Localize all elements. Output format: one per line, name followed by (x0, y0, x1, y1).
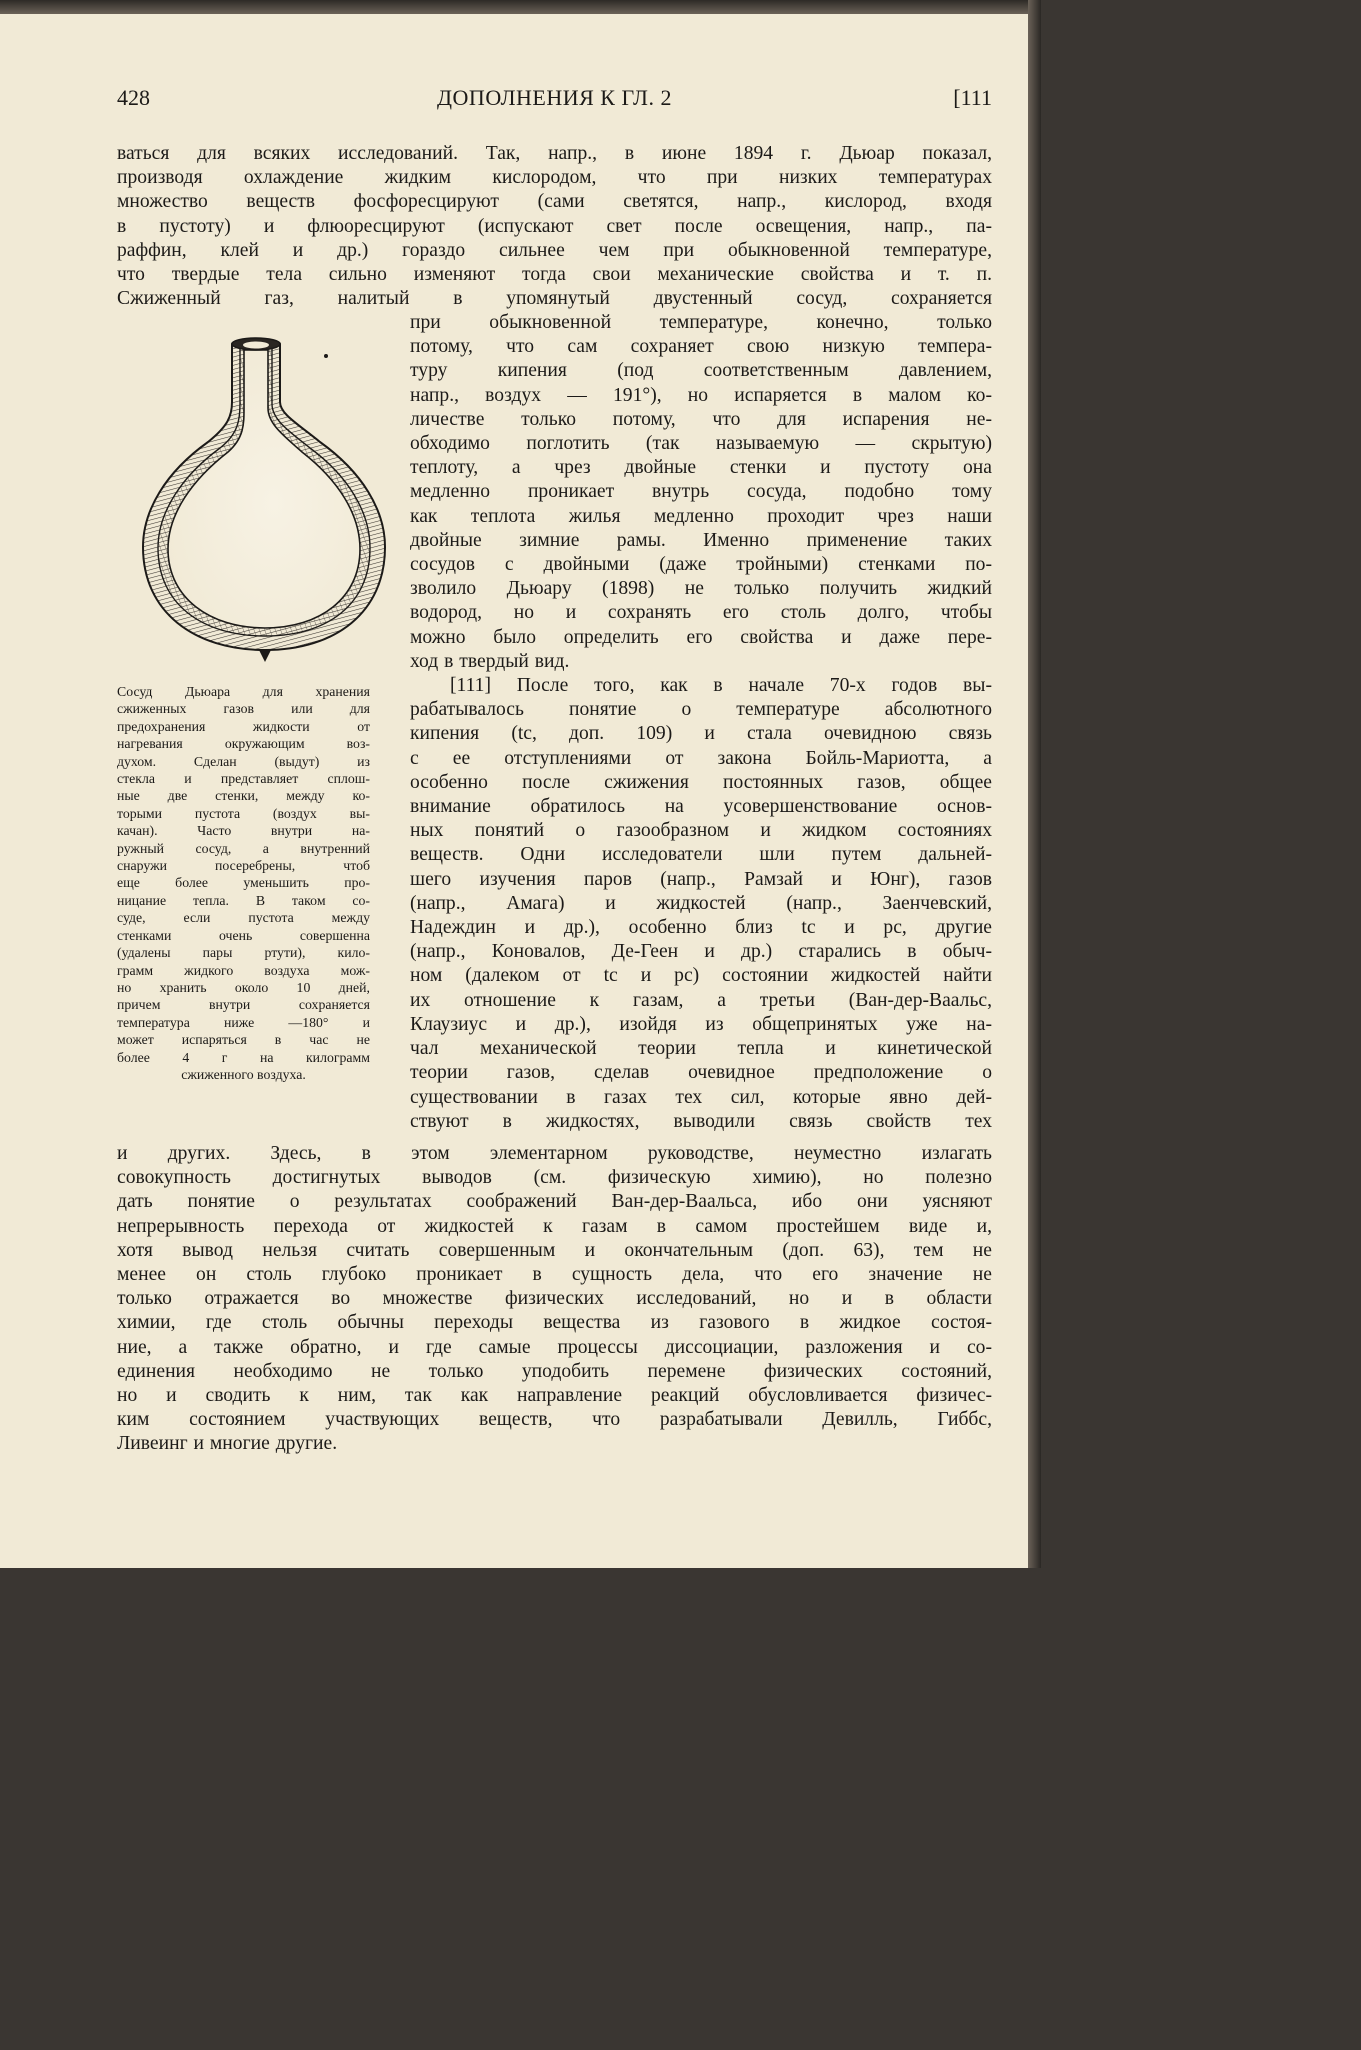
text-line: ном (далеком от tc и pc) состоянии жидкостей найти (410, 965, 992, 987)
right-paragraph-2 (410, 674, 992, 1134)
text-line: (напр., Коновалов, Де-Геен и др.) старались в обыч- (410, 941, 992, 963)
caption-line: сжиженного воздуха. (181, 1066, 306, 1082)
text-line: медленно проникает внутрь сосуда, подобно тому (410, 481, 992, 503)
caption-line: ружный сосуд, а внутренний (117, 840, 370, 856)
text-line: ствуют в жидкостях, выводили связь свойств тех (410, 1110, 992, 1132)
text-line: при обыкновенной температуре, конечно, только (410, 312, 992, 333)
text-line: (напр., Амага) и жидкостей (напр., Заенчевский, (410, 892, 992, 914)
text-line: ние, а также обратно, и где самые процессы диссоциации, разложения и со- (117, 1336, 992, 1358)
text-line: туру кипения (под соответственным давлением, (410, 360, 992, 382)
page-number: 428 (117, 85, 150, 110)
caption-line: ницание тепла. В таком со- (117, 892, 370, 908)
dewar-flask-icon (140, 332, 390, 667)
caption-line: температура ниже —180° и (117, 1014, 370, 1030)
caption-line: может испаряться в час не (117, 1032, 370, 1048)
text-line: как теплота жилья медленно проходит чрез наши (410, 505, 992, 527)
caption-line: более 4 г на килограмм (117, 1049, 370, 1065)
caption-line: причем внутри сохраняется (117, 997, 370, 1013)
text-line: непрерывность перехода от жидкостей к газам в самом простейшем виде и, (117, 1215, 992, 1237)
text-line: теории газов, сделав очевидное предположение о (410, 1062, 992, 1084)
text-line: раффин, клей и др.) гораздо сильнее чем при обыкновенной температуре, (117, 239, 992, 261)
right-column (410, 311, 992, 1134)
text-line: сосудов с двойными (даже тройными) стенками по- (410, 554, 992, 576)
section-marker: [111 (953, 85, 992, 110)
text-line: с ее отступлениями от закона Бойль-Мариотта, а (410, 747, 992, 769)
caption-line: торыми пустота (воздух вы- (117, 805, 370, 821)
text-line: потому, что сам сохраняет свою низкую темпера- (410, 336, 992, 358)
text-line: Клаузиус и др.), изойдя из общепринятых уже на- (410, 1013, 992, 1035)
text-line: напр., воздух — 191°), но испаряется в малом ко- (410, 384, 992, 406)
text-line: шего изучения паров (напр., Рамзай и Юнг), газов (410, 868, 992, 890)
caption-line: качан). Часто внутри на- (117, 823, 370, 839)
right-paragraph-1 (410, 311, 992, 674)
scan-right-border (1028, 0, 1041, 1568)
text-line: существовании в газах тех сил, которые явно дей- (410, 1086, 992, 1108)
text-line: дать понятие о результатах соображений Ван-дер-Ваальса, ибо они уясняют (117, 1191, 992, 1213)
text-line: водород, но и сохранять его столь долго, чтобы (410, 602, 992, 624)
text-line: веществ. Одни исследователи шли путем дальней- (410, 844, 992, 866)
text-line: и других. Здесь, в этом элементарном руководстве, неуместно излагать (117, 1143, 992, 1164)
text-line: внимание обратилось на усовершенствование основ- (410, 796, 992, 818)
text-line: но и сводить к ним, так как направление реакций обусловливается физичес- (117, 1385, 992, 1407)
caption-line: суде, если пустота между (117, 910, 370, 926)
text-line: Сжиженный газ, налитый в упомянутый двустенный сосуд, сохраняется (117, 288, 992, 310)
text-line: менее он столь глубоко проникает в сущность дела, что его значение не (117, 1264, 992, 1286)
text-line: [111] После того, как в начале 70-х годов вы- (450, 675, 992, 697)
running-header (117, 85, 992, 115)
text-line: особенно после сжижения постоянных газов, общее (410, 771, 992, 793)
caption-line: еще более уменьшить про- (117, 875, 370, 891)
text-line: производя охлаждение жидким кислородом, что при низких температурах (117, 167, 992, 189)
caption-line: снаружи посеребрены, чтоб (117, 858, 370, 874)
text-line: теплоту, а чрез двойные стенки и пустоту она (410, 457, 992, 479)
caption-line: предохранения жидкости от (117, 718, 370, 734)
caption-line: грамм жидкого воздуха мож- (117, 962, 370, 978)
text-line: ход в твердый вид. (410, 650, 570, 672)
text-line: обходимо поглотить (так называемую — скрытую) (410, 433, 992, 455)
caption-line: стенками очень совершенна (117, 927, 370, 943)
caption-line: нагревания окружающим воз- (117, 736, 370, 752)
text-line: ваться для всяких исследований. Так, напр., в июне 1894 г. Дьюар показал, (117, 143, 992, 164)
text-line: только отражается во множестве физических исследований, но и в области (117, 1288, 992, 1310)
dewar-flask-figure (140, 332, 390, 667)
bottom-paragraph (117, 1142, 992, 1457)
text-line: зволило Дьюару (1898) не только получить жидкий (410, 578, 992, 600)
text-line: ким состоянием участвующих веществ, что разрабатывали Девилль, Гиббс, (117, 1409, 992, 1431)
caption-line: но хранить около 10 дней, (117, 979, 370, 995)
top-paragraph (117, 142, 992, 311)
caption-line: духом. Сделан (выдут) из (117, 753, 370, 769)
text-line: единения необходимо не только уподобить перемене физических состояний, (117, 1360, 992, 1382)
text-line: множество веществ фосфоресцируют (сами светятся, напр., кислород, входя (117, 191, 992, 213)
text-line: хотя вывод нельзя считать совершенным и окончательным (доп. 63), тем не (117, 1239, 992, 1261)
text-line: Надеждин и др.), особенно близ tc и pc, другие (410, 917, 992, 939)
text-line: Ливеинг и многие другие. (117, 1433, 338, 1455)
caption-line: Сосуд Дьюара для хранения (117, 684, 370, 699)
text-line: ных понятий о газообразном и жидком состояниях (410, 820, 992, 842)
caption-line: ные две стенки, между ко- (117, 788, 370, 804)
text-line: в пустоту) и флюоресцируют (испускают свет после освещения, напр., па- (117, 215, 992, 237)
text-line: можно было определить его свойства и даже пере- (410, 626, 992, 648)
running-title: ДОПОЛНЕНИЯ К ГЛ. 2 (437, 85, 672, 110)
text-line: химии, где столь обычны переходы вещества из газового в жидкое состоя- (117, 1312, 992, 1334)
text-line: личестве только потому, что для испарения не- (410, 408, 992, 430)
text-line: двойные зимние рамы. Именно применение таких (410, 529, 992, 551)
caption-line: (удалены пары ртути), кило- (117, 945, 370, 961)
text-line: совокупность достигнутых выводов (см. физическую химию), но полезно (117, 1167, 992, 1189)
text-line: чал механической теории тепла и кинетической (410, 1038, 992, 1060)
figure-caption (117, 683, 370, 1083)
scan-top-border (0, 0, 1041, 14)
caption-line: сжиженных газов или для (117, 701, 370, 717)
text-line: что твердые тела сильно изменяют тогда свои механические свойства и т. п. (117, 264, 992, 286)
caption-line: стекла и представляет сплош- (117, 771, 370, 787)
text-line: их отношение к газам, а третьи (Ван-дер-Ваальс, (410, 989, 992, 1011)
text-line: кипения (tc, доп. 109) и стала очевидною связь (410, 723, 992, 745)
text-line: рабатывалось понятие о температуре абсолютного (410, 699, 992, 721)
